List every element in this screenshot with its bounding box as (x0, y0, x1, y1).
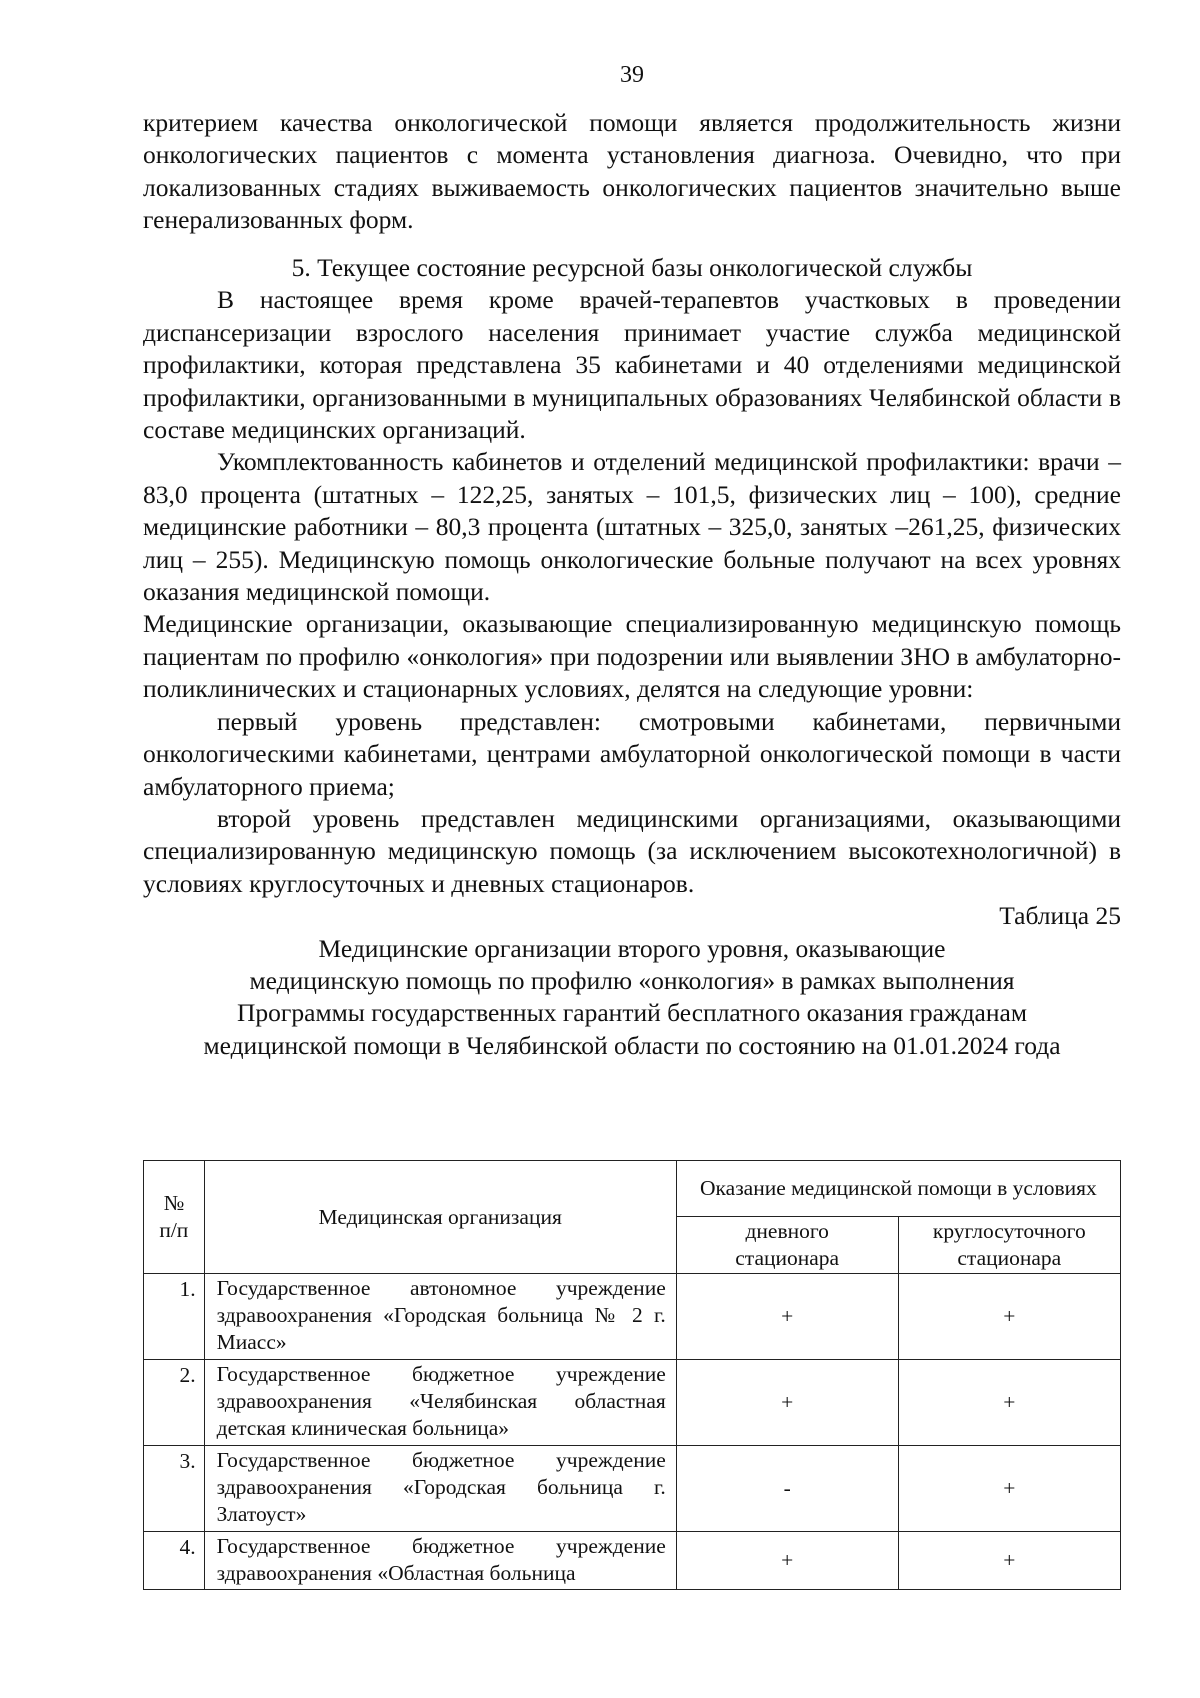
paragraph-1: критерием качества онкологической помощи является продолжительность жизни онкологических пациентов с момента установления диагноза. Очевидно, что при локализованных стадиях выживаемость онкологических пациентов значительно выше генерализованных форм. (143, 108, 1121, 235)
row-num: 1. (144, 1274, 205, 1360)
table-title-line: Медицинские организации второго уровня, оказывающие (318, 933, 946, 963)
row-day-mark: - (676, 1446, 898, 1532)
header-num-line2: п/п (159, 1218, 189, 1242)
page-number: 39 (620, 62, 644, 88)
table-row (144, 1360, 1121, 1446)
row-day-mark: + (676, 1360, 898, 1446)
header-day (676, 1217, 898, 1274)
row-num: 2. (144, 1360, 205, 1446)
row-num: 4. (144, 1532, 205, 1590)
header-org: Медицинская организация (204, 1161, 676, 1274)
header-round-line1: круглосуточного (932, 1219, 1086, 1243)
header-group: Оказание медицинской помощи в условиях (676, 1161, 1120, 1217)
row-num: 3. (144, 1446, 205, 1532)
table-row (144, 1532, 1121, 1590)
header-round (898, 1217, 1120, 1274)
table-label: Таблица 25 (999, 901, 1121, 931)
paragraph-5: первый уровень представлен: смотровыми кабинетами, первичными онкологическими кабинетами, центрами амбулаторной онкологической помощи в части амбулаторного приема; (143, 706, 1121, 801)
row-org: Государственное бюджетное учреждение здравоохранения «Областная больница (204, 1532, 676, 1590)
header-num (144, 1161, 205, 1274)
row-org: Государственное бюджетное учреждение здравоохранения «Городская больница г. Златоуст» (204, 1446, 676, 1532)
paragraph-3: Укомплектованность кабинетов и отделений медицинской профилактики: врачи – 83,0 процента (штатных – 122,25, занятых – 101,5, физических лиц – 100), средние медицинские работники – 80,3 процента (штатных – 325,0, занятых –261,25, физических лиц – 255). Медицинскую помощь онкологические больные получают на всех уровнях оказания медицинской помощи. (143, 447, 1121, 607)
header-day-line1: дневного (745, 1219, 829, 1243)
header-day-line2: стационара (735, 1246, 840, 1270)
table-title-line: Программы государственных гарантий бесплатного оказания гражданам (237, 998, 1027, 1028)
body-text (143, 107, 1121, 237)
organizations-table (143, 1160, 1121, 1590)
row-day-mark: + (676, 1274, 898, 1360)
paragraph-4: Медицинские организации, оказывающие специализированную медицинскую помощь пациентам по профилю «онкология» при подозрении или выявлении ЗНО в амбулаторно-поликлинических и стационарных условиях, делятся на следующие уровни: (143, 609, 1121, 704)
row-round-mark: + (898, 1274, 1120, 1360)
table-header-row (144, 1161, 1121, 1217)
row-round-mark: + (898, 1360, 1120, 1446)
table-title-line: медицинскую помощь по профилю «онкология» в рамках выполнения (249, 965, 1015, 995)
table-title-line: медицинской помощи в Челябинской области по состоянию на 01.01.2024 года (203, 1030, 1061, 1060)
paragraph-6: второй уровень представлен медицинскими организациями, оказывающими специализированную медицинскую помощь (за исключением высокотехнологичной) в условиях круглосуточных и дневных стационаров. (143, 803, 1121, 898)
section-body (143, 252, 1121, 1062)
header-num-line1: № (163, 1191, 185, 1215)
row-org: Государственное автономное учреждение здравоохранения «Городская больница № 2 г. Миасс» (204, 1274, 676, 1360)
row-round-mark: + (898, 1446, 1120, 1532)
header-round-line2: стационара (957, 1246, 1062, 1270)
paragraph-2: В настоящее время кроме врачей-терапевтов участковых в проведении диспансеризации взрослого населения принимает участие служба медицинской профилактики, которая представлена 35 кабинетами и 40 отделениями медицинской профилактики, организованными в муниципальных образованиях Челябинской области в составе медицинских организаций. (143, 285, 1121, 445)
row-day-mark: + (676, 1532, 898, 1590)
row-org: Государственное бюджетное учреждение здравоохранения «Челябинская областная детская клиническая больница» (204, 1360, 676, 1446)
table-row (144, 1274, 1121, 1360)
table-row (144, 1446, 1121, 1532)
table-title (143, 933, 1121, 1063)
row-round-mark: + (898, 1532, 1120, 1590)
section-heading: 5. Текущее состояние ресурсной базы онкологической службы (291, 253, 973, 282)
